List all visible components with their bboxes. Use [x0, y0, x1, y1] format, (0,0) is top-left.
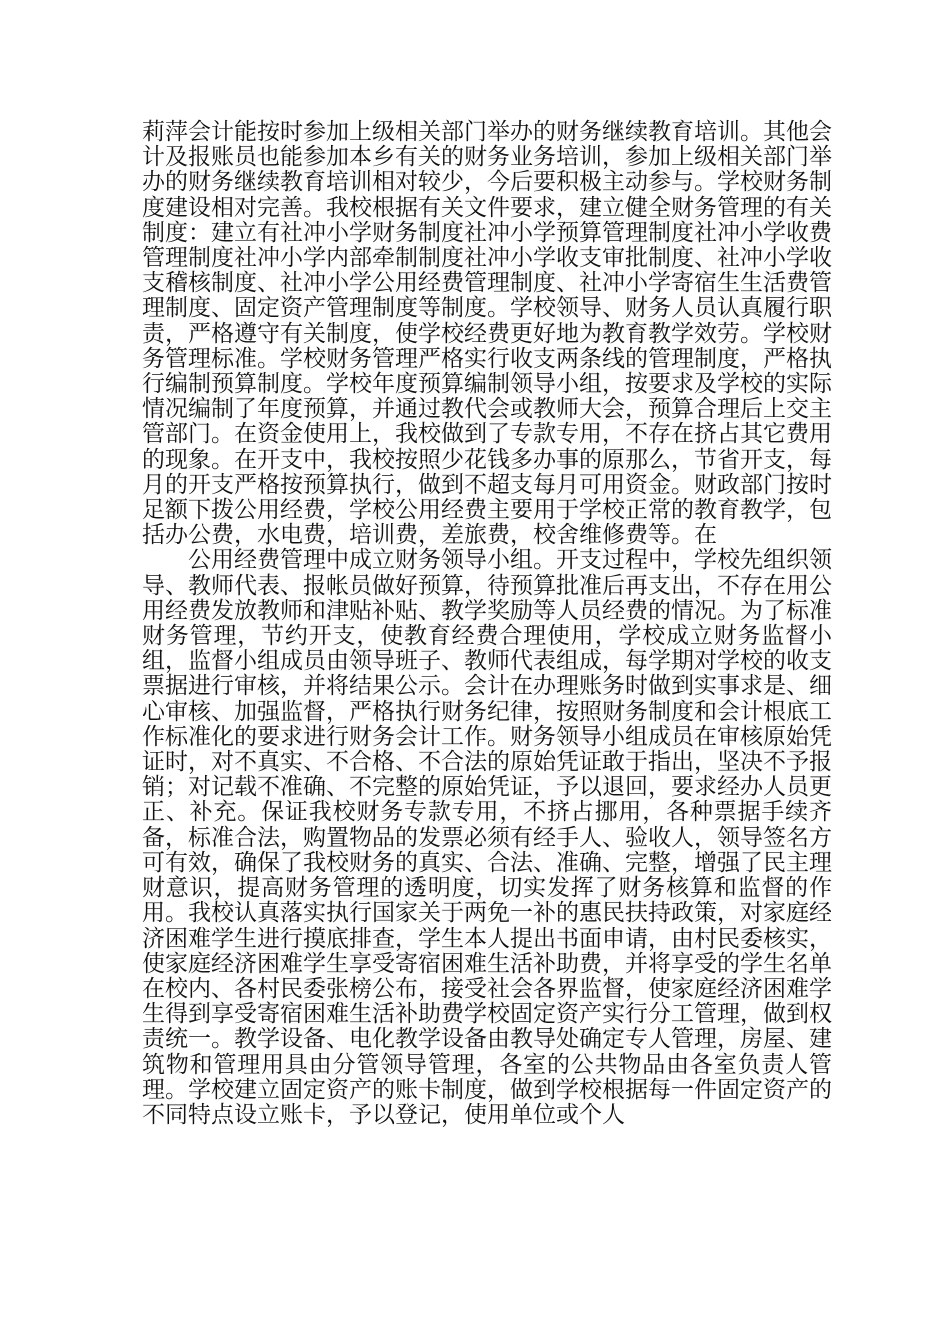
paragraph-2: 公用经费管理中成立财务领导小组。开支过程中，学校先组织领导、教师代表、报帐员做好预算，待预算批准后再支出，不存在用公用经费发放教师和津贴补贴、教学奖励等人员经费的情况。为了标准财务管理，节约开支，使教育经费合理使用，学校成立财务监督小组，监督小组成员由领导班子、教师代表组成，每学期对学校的收支票据进行审核，并将结果公示。会计在办理账务时做到实事求是、细心审核、加强监督，严格执行财务纪律，按照财务制度和会计根底工作标准化的要求进行财务会计工作。财务领导小组成员在审核原始凭证时，对不真实、不合格、不合法的原始凭证敢于指出，坚决不予报销；对记载不准确、不完整的原始凭证，予以退回，要求经办人员更正、补充。保证我校财务专款专用，不挤占挪用，各种票据手续齐备，标准合法，购置物品的发票必须有经手人、验收人，领导签名方可有效，确保了我校财务的真实、合法、准确、完整，增强了民主理财意识，提高财务管理的透明度，切实发挥了财务核算和监督的作用。我校认真落实执行国家关于两免一补的惠民扶持政策，对家庭经济困难学生进行摸底排查，学生本人提出书面申请，由村民委核实，使家庭经济困难学生享受寄宿困难生活补助费，并将享受的学生名单在校内、各村民委张榜公布，接受社会各界监督，使家庭经济困难学生得到享受寄宿困难生活补助费学校固定资产实行分工管理，做到权责统一。教学设备、电化教学设备由教导处确定专人管理，房屋、建筑物和管理用具由分管领导管理，各室的公共物品由各室负责人管理。学校建立固定资产的账卡制度，做到学校根据每一件固定资产的不同特点设立账卡，予以登记，使用单位或个人 — [142, 547, 832, 1128]
paragraph-1: 莉萍会计能按时参加上级相关部门举办的财务继续教育培训。其他会计及报账员也能参加本乡有关的财务业务培训，参加上级相关部门举办的财务继续教育培训相对较少，今后要积极主动参与。学校财务制度建设相对完善。我校根据有关文件要求，建立健全财务管理的有关制度：建立有社冲小学财务制度社冲小学预算管理制度社冲小学收费管理制度社冲小学内部牵制制度社冲小学收支审批制度、社冲小学收支稽核制度、社冲小学公用经费管理制度、社冲小学寄宿生生活费管理制度、固定资产管理制度等制度。学校领导、财务人员认真履行职责，严格遵守有关制度，使学校经费更好地为教育教学效劳。学校财务管理标准。学校财务管理严格实行收支两条线的管理制度，严格执行编制预算制度。学校年度预算编制领导小组，按要求及学校的实际情况编制了年度预算，并通过教代会或教师大会，预算合理后上交主管部门。在资金使用上，我校做到了专款专用，不存在挤占其它费用的现象。在开支中，我校按照少花钱多办事的原那么，节省开支，每月的开支严格按预算执行，做到不超支每月可用资金。财政部门按时足额下拨公用经费，学校公用经费主要用于学校正常的教育教学，包括办公费，水电费，培训费，差旅费，校舍维修费等。在 — [142, 119, 832, 549]
document-body — [142, 120, 832, 1128]
